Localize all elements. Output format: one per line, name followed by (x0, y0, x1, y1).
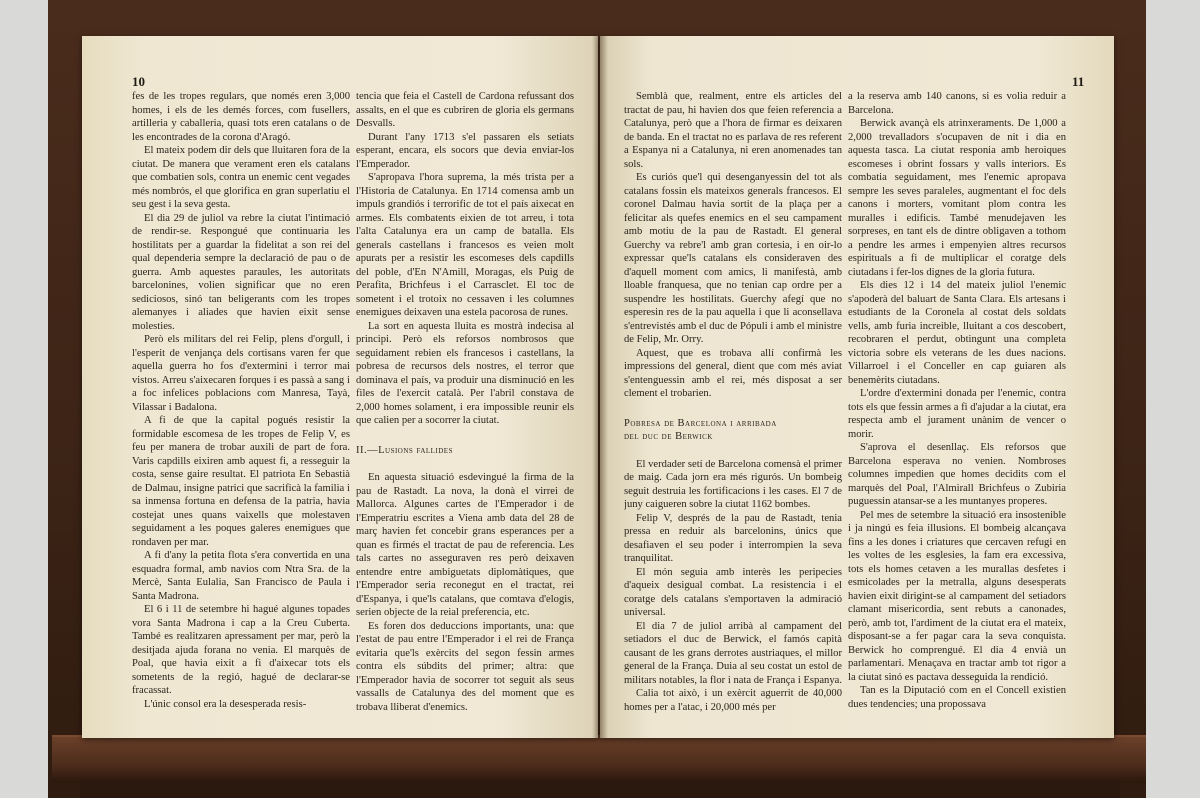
page-number: 11 (1072, 74, 1085, 89)
paragraph: a la reserva amb 140 canons, si es volia reduir a Barcelona. (848, 91, 1066, 116)
section-heading (356, 444, 574, 458)
section-heading-text: II.—Lusions fallides (356, 444, 453, 456)
paragraph: L'únic consol era la desesperada resis- (144, 698, 307, 710)
paragraph: La sort en aquesta lluita es mostrà indecisa al principi. Però els reforsos nombrosos que seguidament rebien els francesos i castellans, la pobresa de recursos dels nostres, el terror que dominava el país, va produir una disminució en les files de l'exercit català. Per l'abril constava de 2,000 homes solament, i era impossible reunir els que calien per a socorrer la ciutat. (356, 320, 574, 426)
paragraph: El món seguia amb interès les peripecies d'aqueix desigual combat. La resistencia i el coratge dels catalans s'emportaven la admiració universal. (624, 566, 842, 618)
section-heading-subtext: del duc de Berwick (624, 431, 713, 442)
paragraph: Felip V, després de la pau de Rastadt, tenia pressa en reduir als barcelonins, únics que desafiaven el seu poder i interrompien la seva tranquilitat. (624, 512, 842, 564)
paragraph: Els dies 12 i 14 del mateix juliol l'enemic s'apoderà del baluart de Santa Clara. Els artesans i estudiants de la Coronela al costat dels soldats vells, amb furia increible, lluitant a cos descobert, recobraren el perdut, obtingunt una completa victoria sobre els veterans de les dues nacions. Villarroel i el Conceller en cap guiaren als benemèrits ciutadans. (848, 280, 1066, 386)
paragraph: Aquest, que es trobava allí confirmà les impressions del general, dient que com més aviat s'entenguessin amb el rei, més disposat a ser clement el trobarien. (624, 347, 842, 399)
page-number: 10 (132, 74, 145, 89)
paragraph: Durant l'any 1713 s'el passaren els setiats esperant, encara, els socors que devia enviar-los l'Emperador. (356, 131, 574, 170)
paragraph: Però els militars del rei Felip, plens d'orgull, i l'esperit de venjança dels cortisans varen fer que aquella guerra ho fos d'extermini i terror mai vistos. Arreu s'aixecaren forques i es passà a sang i a foc infelices poblacions com Manresa, Tayà, Vilassar i Badalona. (132, 334, 350, 413)
section-heading-text: Pobresa de Barcelona i arribada (624, 417, 777, 429)
paragraph: tencia que feia el Castell de Cardona refussant dos assalts, en el que es cubriren de gloria els germans Desvalls. (356, 91, 574, 129)
paragraph: S'apropava l'hora suprema, la més trista per a l'Historia de Catalunya. En 1714 comensa amb un impuls grandiós i terrorific de tot el país aixecat en armes. Els combatents eixien de tot arreu, i tota l'alta Catalunya era un camp de batalla. Els generals castellans i francesos es veien molt apurats per a resistir les escomeses dels capdills del poble, d'En N'Amill, Moragas, els Puig de Perafita, Brichfeus i el Carrasclet. El toc de sometent i el trotoix no cessaven i les columnes enemigues deixaven una estela pacorosa de runes. (356, 172, 574, 318)
paragraph: A fi de que la capital pogués resistir la formidable escomesa de les tropes de Felip V, es feu per manera de trobar auxili de part de fora. Varis capdills eixiren amb aquest fi, a resseguir la costa, sense gaire resultat. El patriota En Sebastià de Dalmau, insigne patrici que sacrificà la familia i sa inmensa fortuna en defensa de la patria, havia costejat unes quans vaixells que molestaven seguidament a les poques galeres enemigues que rondaven per mar. (132, 415, 350, 548)
section-heading (624, 417, 842, 444)
text-column (848, 90, 1066, 730)
paragraph: A fi d'any la petita flota s'era convertida en una esquadra formal, amb navios com Ntra Sra. de la Mercè, Santa Eulalia, San Francisco de Paula i Santa Madrona. (132, 550, 350, 602)
paragraph: El dia 7 de juliol arribà al campament del setiadors el duc de Berwick, el famós capità causant de les grans derrotes austriaques, el millor general de la França. Duia al seu costat un estol de militars notables, la flor i nata de França i Espanya. (624, 620, 842, 686)
paragraph: El verdader setí de Barcelona comensà el primer de maig. Cada jorn era més rigurós. Un bombeig seguit destruia les fortificacions i les cases. El 7 de juny caigueren sobre la ciutat 1162 bombes. (624, 458, 842, 510)
paragraph: El mateix podem dir dels que lluitaren fora de la ciutat. De manera que verament eren els catalans que combatien sols, contra un enemic cent vegades més nombrós, el que glorifica en gran superlatiu el seu gest i la seva gesta. (132, 145, 350, 210)
paragraph: S'aprova el desenllaç. Els reforsos que Barcelona esperava no venien. Nombroses columnes impedien que homes decidits com el marquès del Poal, l'Almirall Brichfeus o Zubiria puguessin atansar-se a les muntanyes properes. (848, 442, 1066, 507)
paragraph: El 6 i 11 de setembre hi hagué algunes topades vora Santa Madrona i cap a la Creu Cuberta. També es realitzaren apressament per mar, però la desitjada ajuda forana no venia. El marquès de Poal, que havia eixit a fi d'aixecar tots els sometents de la regió, hagué de declarar-se fracassat. (132, 604, 350, 696)
book-stand-ledge (52, 735, 1146, 783)
paragraph: Tan es la Diputació com en el Concell existien dues tendencies; una propossava (848, 685, 1066, 710)
paragraph: Calia tot això, i un exèrcit aguerrit de 40,000 homes per a l'atac, i 20,000 més per (624, 688, 842, 713)
paragraph: Berwick avançà els atrinxeraments. De 1,000 a 2,000 trevalladors s'ocupaven de nit i dia en aquesta tasca. La ciutat responia amb heroiques escomeses i obrint fossars y valls interiors. Es combatia seguidament, mes l'enemic apropava sempre les seves paraleles, augmentant el foc dels canons i morters, vomitant plom contra les muralles i edificis. També menudejaven les sorpreses, en tant els de dintre obligaven a tothom a pendre les armes i empenyien altres recursos espirituals a fi de multiplicar el coratge dels ciutadans i fer-los dignes de la gloria futura. (848, 118, 1066, 278)
paragraph: Semblà que, realment, entre els articles del tractat de pau, hi havien dos que feien referencia a Catalunya, però que a l'hora de firmar es deixaren de banda. En el tractat no es parlava de res referent a Espanya ni a Catalunya, ni eren anomenades tan sols. (624, 91, 842, 170)
paragraph: El dia 29 de juliol va rebre la ciutat l'intimació de rendir-se. Respongué que continuaria les hostilitats per a guardar la fidelitat a son rei del qual dependeria sempre la declaració de pau o de guerra. Amb aquestes paraules, les autoritats barcelonines, volien significar que no eren sediciosos, sinó tan beligerants com les tropes alemanyes i aliades que havien eixit sense molesties. (132, 212, 350, 332)
paragraph: Es curiós que'l qui desenganyessin del tot als catalans fossin els mateixos generals francesos. El coronel Dalmau havia sortit de la plaça per a felicitar als quefes enemics en el seu campament amb motiu de la pau de Rastadt. El general Guerchy va rebre'l amb gran cortesia, i en oir-lo expressar que'ls catalans els consideraven des d'aquell moment com amics, li manifestà, amb lloable franquesa, que no tenian cap ordre per a suspendre les hostilitats. Guerchy afegí que no esperesin res de la pau aquella i que li aconsellava s'entrevistés amb el duc de Pópuli i amb el ministre de Felip, Mr. Orry. (624, 172, 842, 345)
paragraph: Pel mes de setembre la situació era insostenible i ja ningú es feia illusions. El bombeig alcançava fins a les dones i criatures que cercaven refugi en les voltes de les esglesies, la fam era excessiva, tots els homes cetaven a les murallas desfetes i esmicolades per la metralla, alguns desesperats havien eixit dirigint-se al campament del setiadors clamant misericordia, sent rebuts a canonades, però, amb tot, l'ardiment de la ciutat era el mateix, disposant-se a fer pagar cara la seva conquista. Berwick ho comprengué. El dia 4 envià un parlamentari. Menaçava en tractar amb tot rigor a la ciutat sinó es pactava desseguida la rendició. (848, 509, 1066, 683)
book-gutter-shadow (592, 34, 608, 740)
left-page (82, 36, 598, 738)
paragraph: L'ordre d'extermini donada per l'enemic, contra tots els que fessin armes a fi d'ajudar a la ciutat, era respecta amb el jurament unànim de vencer o morir. (848, 388, 1066, 440)
book-stand-base (80, 781, 1120, 798)
text-column (132, 90, 350, 730)
paragraph: Es foren dos deduccions importants, una: que l'estat de pau entre l'Emperador i el rei de França evitaria que'ls exèrcits del segon fessin armes contra els súbdits del primer; altra: que l'Emperador havia de socorrer tot seguit als seus vassalls de Catalunya des del moment que es trobava lliberat d'enemics. (356, 620, 574, 713)
text-column (624, 90, 842, 730)
paragraph: fes de les tropes regulars, que només eren 3,000 homes, i els de les demés forces, com fusellers, artilleria y caballeria, quasi tots eren catalans o de les encontrades de la corona d'Aragó. (132, 91, 350, 143)
paragraph: En aquesta situació esdevingué la firma de la pau de Rastadt. La nova, la donà el virrei de Mallorca. Algunes cartes de l'Emperador i de l'Emperatriu escrites a Viena amb data del 28 de març havien fet concebir grans esperances per a quan es firmés el tractat de pau de referencia. Les tals cartes no asseguraven res però deixaven entendre entre ambiguetats diplomàtiques, que l'Emperador seria reconegut en el tractat, rei d'Espanya, i que'ls catalans, que comtava d'elogis, serien objecte de la reial preferencia, etc. (356, 472, 574, 618)
right-page (600, 36, 1114, 738)
text-column (356, 90, 574, 730)
